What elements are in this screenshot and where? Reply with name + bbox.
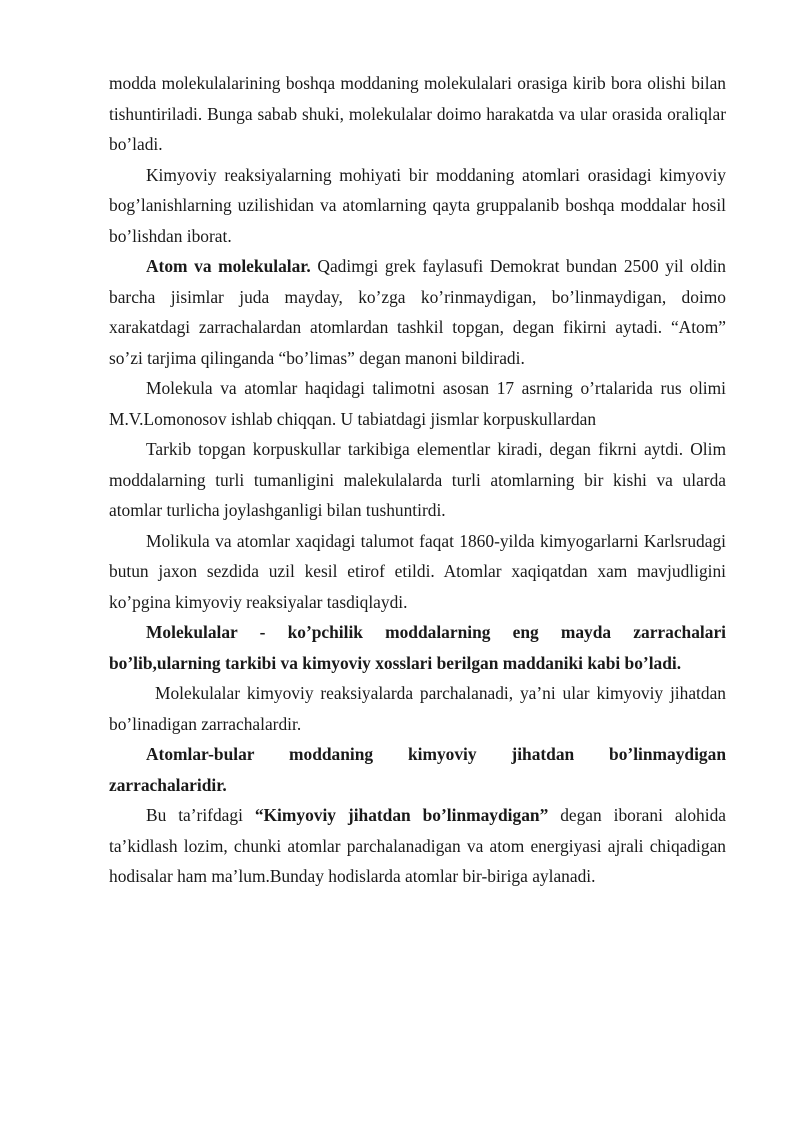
paragraph-atom-and-molecules [109, 251, 726, 373]
paragraph-corpuscles: Tarkib topgan korpuskullar tarkibiga elementlar kiradi, degan fikrni aytdi. Olim moddalarning turli tumanligini malekulalarda turli atomlarning bir kishi va ularda atomlar turlicha joylashganligi bilan tushuntirdi. [109, 439, 726, 520]
definition-molecules: Molekulalar - ko’pchilik moddalarning eng mayda zarrachalari bo’lib,ularning tarkibi va kimyoviy xosslari berilgan maddaniki kabi bo’ladi. [109, 622, 726, 673]
paragraph-text: Qadimgi grek faylasufi Demokrat bundan 2500 yil oldin barcha jisimlar juda mayday, ko’zga ko’rinmaydigan, bo’linmaydigan, doimo xarakatdagi zarrachalardan atomlardan tashkil topgan, degan fikirni aytadi. “Atom” so’zi tarjima qilinganda “bo’limas” degan manoni bildiradi. [109, 256, 726, 368]
paragraph-text: degan iborani alohida ta’kidlash lozim, chunki atomlar parchalanadigan va atom energiyasi ajrali chiqadigan hodisalar ham ma’lum.Bunday hodislarda atomlar bir-biriga aylanadi. [109, 805, 727, 886]
document-page [109, 68, 726, 892]
emphasized-phrase: “Kimyoviy jihatdan bo’linmaydigan” [254, 805, 549, 825]
definition-atoms: Atomlar-bular moddaning kimyoviy jihatdan bo’linmaydigan zarrachalaridir. [109, 744, 726, 795]
paragraph-molecule-diffusion: modda molekulalarining boshqa moddaning molekulalari orasiga kirib bora olishi bilan tishuntiriladi. Bunga sabab shuki, molekulalar doimo harakatda va ular orasida oraliqlar bo’ladi. [109, 73, 726, 154]
paragraph-karlsruhe-congress: Molikula va atomlar xaqidagi talumot faqat 1860-yilda kimyogarlarni Karlsrudagi butun jaxon sezdida uzil kesil etirof etildi. Atomlar xaqiqatdan xam mavjudligini ko’pgina kimyoviy reaksiyalar tasdiqlaydi. [109, 530, 726, 612]
paragraph-chemical-reactions: Kimyoviy reaksiyalarning mohiyati bir moddaning atomlari orasidagi kimyoviy bog’lanishlarning uzilishidan va atomlarning qayta gruppalanib boshqa moddalar hosil bo’lishdan iborat. [109, 164, 726, 246]
paragraph-definition-note [109, 800, 726, 892]
heading-atom-and-molecules: Atom va molekulalar. [146, 256, 311, 276]
paragraph-text: Bu ta’rifdagi [146, 805, 255, 825]
paragraph-lomonosov: Molekula va atomlar haqidagi talimotni asosan 17 asrning o’rtalarida rus olimi M.V.Lomonosov ishlab chiqqan. U tabiatdagi jismlar korpuskullardan [109, 378, 726, 429]
paragraph-molecules-split: Molekulalar kimyoviy reaksiyalarda parchalanadi, ya’ni ular kimyoviy jihatdan bo’linadigan zarrachalardir. [109, 683, 726, 734]
